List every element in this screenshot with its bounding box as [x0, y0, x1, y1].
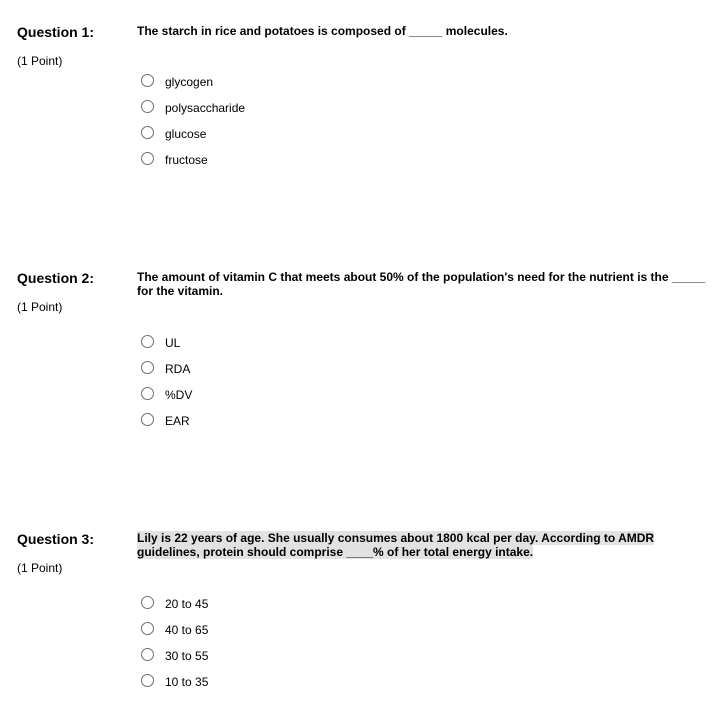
radio-button[interactable]	[141, 413, 154, 426]
option-label: glycogen	[165, 75, 214, 89]
answer-option[interactable]	[141, 126, 441, 142]
radio-button[interactable]	[141, 74, 154, 87]
option-label: polysaccharide	[165, 101, 246, 115]
radio-button[interactable]	[141, 335, 154, 348]
option-label: 40 to 65	[165, 623, 209, 637]
question-points: (1 Point)	[17, 54, 63, 68]
answer-option[interactable]	[141, 622, 441, 638]
answer-option[interactable]	[141, 100, 441, 116]
question-text: The starch in rice and potatoes is composed of _____ molecules.	[137, 24, 508, 38]
question-points: (1 Point)	[17, 300, 63, 314]
radio-button[interactable]	[141, 596, 154, 609]
option-label: glucose	[165, 127, 207, 141]
radio-button[interactable]	[141, 674, 154, 687]
question-title: Question 3:	[17, 531, 95, 547]
answer-option[interactable]	[141, 74, 441, 90]
answer-option[interactable]	[141, 674, 441, 690]
highlighted-text: Lily is 22 years of age. She usually consumes about 1800 kcal per day. According to AMDR guidelines, protein should comprise ____% of her total energy intake.	[137, 531, 655, 559]
option-label: 30 to 55	[165, 649, 209, 663]
radio-button[interactable]	[141, 126, 154, 139]
radio-button[interactable]	[141, 648, 154, 661]
answer-option[interactable]	[141, 152, 441, 168]
answer-option[interactable]	[141, 361, 441, 377]
option-label: 20 to 45	[165, 597, 209, 611]
option-label: %DV	[165, 388, 193, 402]
answer-option[interactable]	[141, 648, 441, 664]
radio-button[interactable]	[141, 100, 154, 113]
option-label: EAR	[165, 414, 190, 428]
question-text: The amount of vitamin C that meets about 50% of the population's need for the nutrient is the _____ for the vitamin.	[137, 270, 706, 298]
answer-option[interactable]	[141, 413, 441, 429]
option-label: 10 to 35	[165, 675, 209, 689]
radio-button[interactable]	[141, 622, 154, 635]
question-points: (1 Point)	[17, 561, 63, 575]
option-label: RDA	[165, 362, 191, 376]
radio-button[interactable]	[141, 361, 154, 374]
radio-button[interactable]	[141, 152, 154, 165]
answer-option[interactable]	[141, 387, 441, 403]
option-label: UL	[165, 336, 181, 350]
radio-button[interactable]	[141, 387, 154, 400]
option-label: fructose	[165, 153, 208, 167]
question-text	[137, 531, 709, 559]
question-title: Question 1:	[17, 24, 95, 40]
question-title: Question 2:	[17, 270, 95, 286]
answer-option[interactable]	[141, 596, 441, 612]
answer-option[interactable]	[141, 335, 441, 351]
